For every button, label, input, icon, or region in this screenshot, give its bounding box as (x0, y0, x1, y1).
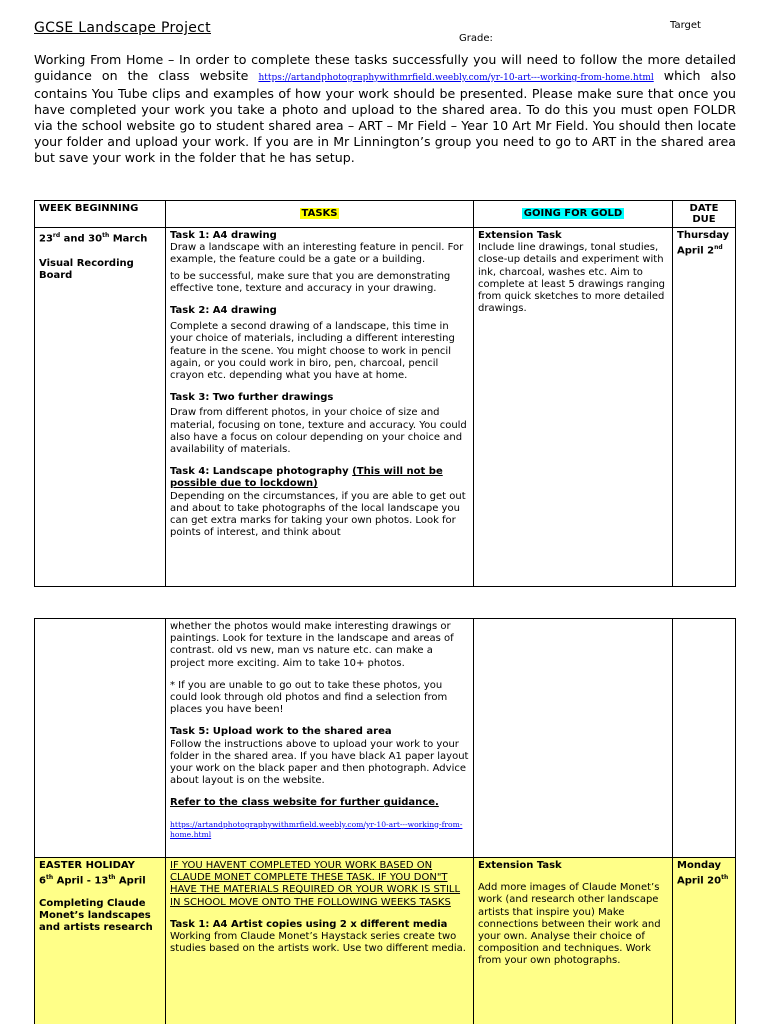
due-date: Thursday April 2nd (677, 230, 730, 257)
table-row (35, 619, 736, 858)
due-date: Monday April 20th (677, 860, 729, 887)
task-3-body: Draw from different photos, in your choice of size and material, focusing on tone, texture and accuracy. You could also have a focus on colour depending on your choice and availability of materials. (170, 407, 467, 456)
easter-holiday-label: EASTER HOLIDAY (39, 860, 135, 871)
class-website-link-2[interactable]: https://artandphotographywithmrfield.weebly.com/yr-10-art---working-from-home.html (170, 819, 463, 839)
target-label: Target (670, 20, 701, 31)
gold-cell (474, 619, 673, 858)
week-cell (35, 858, 166, 1024)
gold-cell (474, 228, 673, 587)
header-gold: GOING FOR GOLD (474, 201, 673, 228)
catch-up-notice: IF YOU HAVENT COMPLETED YOUR WORK BASED ON CLAUDE MONET COMPLETE THESE TASK. IF YOU DON"T HAVE THE MATERIALS REQUIRED OR YOUR WORK IS STILL IN SCHOOL MOVE ONTO THE FOLLOWING WEEKS TASKS (170, 860, 461, 908)
task-4-continued: whether the photos would make interesting drawings or paintings. Look for texture in the landscape and areas of contrast. old vs new, man vs nature etc. can make a project more exciting. Aim to take 10+ photos. (170, 621, 454, 669)
task-2-title: Task 2: A4 drawing (170, 305, 277, 317)
task-3-title: Task 3: Two further drawings (170, 392, 334, 404)
week-topic: Visual Recording Board (39, 257, 134, 281)
easter-dates: 6th April - 13th April (39, 874, 146, 887)
table-row (35, 228, 736, 587)
task-4-alternative: * If you are unable to go out to take these photos, you could look through old photos and find a selection from places you have been! (170, 679, 448, 716)
task-1-body: Draw a landscape with an interesting feature in pencil. For example, the feature could be a gate or a building. (170, 242, 464, 266)
date-cell (673, 228, 736, 587)
week-cell (35, 228, 166, 587)
task-4-lockdown-note: (This will not be possible due to lockdown) (170, 466, 443, 490)
extension-task-title: Extension Task (478, 230, 562, 241)
header-date: DATE DUE (673, 201, 736, 228)
date-cell (673, 619, 736, 858)
header-week: WEEK BEGINNING (35, 201, 166, 228)
header-tasks: TASKS (166, 201, 474, 228)
refer-website-note: Refer to the class website for further guidance. (170, 797, 439, 809)
table-row (35, 858, 736, 1024)
tasks-cell (166, 619, 474, 858)
tasks-cell (166, 858, 474, 1024)
easter-task-1-title: Task 1: A4 Artist copies using 2 x different media (170, 918, 448, 930)
task-5-title: Task 5: Upload work to the shared area (170, 726, 392, 738)
task-1-body-2: to be successful, make sure that you are demonstrating effective tone, texture and accuracy in your drawing. (170, 270, 451, 294)
task-5-body: Follow the instructions above to upload your work to your folder in the shared area. If you have black A1 paper layout your work on the black paper and then photograph. Advice about layout is on the website. (170, 738, 469, 787)
document-title: GCSE Landscape Project (34, 20, 211, 36)
extension-task-body: Add more images of Claude Monet’s work (and research other landscape artists that inspire you) Make connections between their work and your own. Analyse their choice of composition and techniques. Work from your own photographs. (478, 882, 661, 967)
intro-text-1: Working From Home – In order to complete these tasks successfully you will need to follow the more detailed guidance on the class website (34, 52, 736, 83)
task-4-title: Task 4: Landscape photography (This will not be possible due to lockdown) (170, 466, 443, 490)
week-dates: 23rd and 30th March (39, 232, 148, 245)
task-4-body: Depending on the circumstances, if you are able to get out and about to take photographs of the local landscape you can get extra marks for taking your own photos. Look for points of interest, and think about (170, 490, 466, 539)
intro-text-2: which also contains You Tube clips and examples of how your work should be presented. Please make sure that once you have completed your work you take a photo and upload to the shared area. To do this you must open FOLDR via the school website go to student shared area – ART – Mr Field – Year 10 Art Mr Field. You should then locate your folder and upload your work. If you are in Mr Linnington’s group you need to go to ART in the shared area but save your work in the folder that he has setup. (34, 68, 736, 165)
date-cell (673, 858, 736, 1024)
easter-topic: Completing Claude Monet’s landscapes and artists research (39, 897, 153, 934)
table-header-row (35, 201, 736, 228)
extension-task-title: Extension Task (478, 860, 562, 871)
class-website-link[interactable]: https://artandphotographywithmrfield.weebly.com/yr-10-art---working-from-home.html (258, 73, 654, 83)
week-cell (35, 619, 166, 858)
task-1-title: Task 1: A4 drawing (170, 230, 277, 241)
gold-cell (474, 858, 673, 1024)
tasks-table-part-2 (34, 618, 736, 1024)
intro-paragraph (34, 52, 736, 166)
easter-task-1-body: Working from Claude Monet’s Haystack series create two studies based on the artists work. Use two different media. (170, 931, 466, 955)
extension-task-body: Include line drawings, tonal studies, close-up details and experiment with ink, charcoal, washes etc. Aim to complete at least 5 drawings ranging from quick sketches to more detailed drawings. (478, 242, 666, 315)
tasks-cell (166, 228, 474, 587)
tasks-table-part-1 (34, 200, 736, 587)
task-2-body: Complete a second drawing of a landscape, this time in your choice of materials, including a different interesting feature in the scene. You might choose to work in pencil again, or you could work in biro, pen, charcoal, pencil crayon etc. depending what you have at home. (170, 321, 455, 382)
grade-label: Grade: (459, 33, 493, 44)
